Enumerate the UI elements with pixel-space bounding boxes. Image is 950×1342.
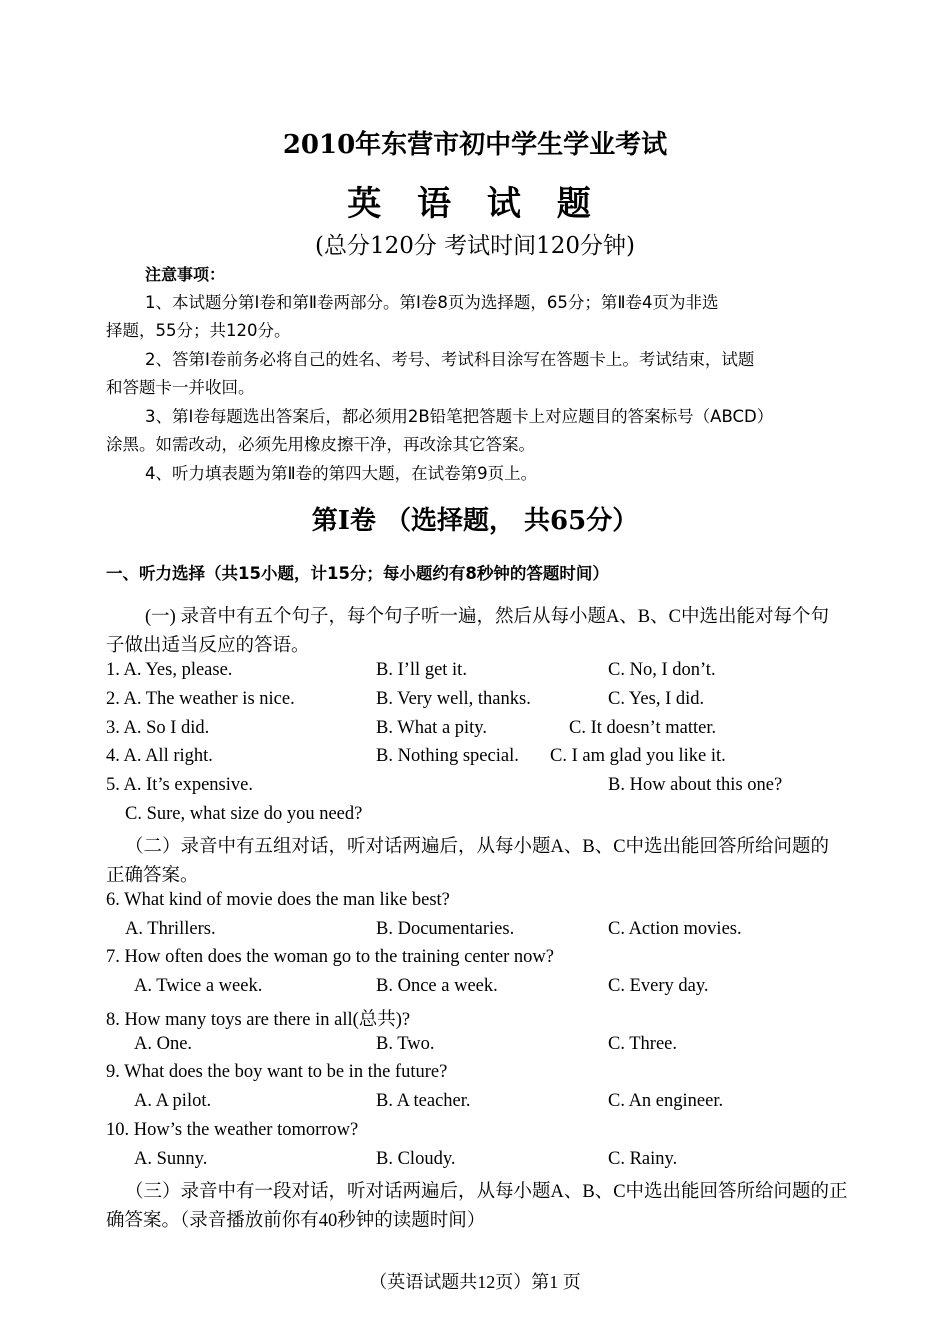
q4-option-b: B. Nothing special. bbox=[376, 746, 519, 766]
q2-option-c: C. Yes, I did. bbox=[608, 689, 705, 709]
note-line: 2、答第Ⅰ卷前务必将自己的姓名、考号、考试科目涂写在答题卡上。考试结束，试题 bbox=[145, 350, 755, 369]
note-line: 3、第Ⅰ卷每题选出答案后，都必须用2B铅笔把答题卡上对应题目的答案标号（ABCD） bbox=[145, 407, 774, 426]
q2-option-a: 2. A. The weather is nice. bbox=[106, 689, 295, 709]
q5-option-c: C. Sure, what size do you need? bbox=[125, 804, 363, 824]
note-line: 择题，55分；共120分。 bbox=[106, 321, 291, 340]
sub3-instruction: 确答案。（录音播放前你有40秒钟的读题时间） bbox=[106, 1211, 486, 1231]
q3-option-b: B. What a pity. bbox=[376, 718, 487, 738]
q1-option-c: C. No, I don’t. bbox=[608, 660, 716, 680]
q6-option-b: B. Documentaries. bbox=[376, 919, 515, 939]
q6-option-a: A. Thrillers. bbox=[125, 919, 216, 939]
q8-question: 8. How many toys are there in all(总共)? bbox=[106, 1010, 411, 1030]
sub2-instruction: 正确答案。 bbox=[106, 866, 199, 886]
note-line: 涂黑。如需改动，必须先用橡皮擦干净，再改涂其它答案。 bbox=[106, 435, 535, 454]
q4-option-a: 4. A. All right. bbox=[106, 746, 213, 766]
sub3-instruction: （三）录音中有一段对话，听对话两遍后，从每小题A、B、C中选出能回答所给问题的正 bbox=[125, 1182, 848, 1202]
q7-question: 7. How often does the woman go to the training center now? bbox=[106, 947, 554, 967]
q9-question: 9. What does the boy want to be in the future? bbox=[106, 1062, 448, 1082]
q5-option-a: 5. A. It’s expensive. bbox=[106, 775, 253, 795]
q2-option-b: B. Very well, thanks. bbox=[376, 689, 531, 709]
q6-question: 6. What kind of movie does the man like best? bbox=[106, 890, 450, 910]
q9-option-c: C. An engineer. bbox=[608, 1091, 724, 1111]
q8-option-b: B. Two. bbox=[376, 1034, 435, 1054]
q1-option-b: B. I’ll get it. bbox=[376, 660, 467, 680]
q9-option-b: B. A teacher. bbox=[376, 1091, 471, 1111]
q7-option-c: C. Every day. bbox=[608, 976, 709, 996]
q4-option-c: C. I am glad you like it. bbox=[550, 746, 726, 766]
q10-option-a: A. Sunny. bbox=[134, 1149, 208, 1169]
note-line: 4、听力填表题为第Ⅱ卷的第四大题，在试卷第9页上。 bbox=[145, 464, 538, 483]
q8-option-c: C. Three. bbox=[608, 1034, 678, 1054]
q3-option-c: C. It doesn’t matter. bbox=[569, 718, 717, 738]
notes-heading: 注意事项： bbox=[145, 265, 226, 284]
subject-title: 英 语 试 题 bbox=[347, 184, 603, 224]
q7-option-a: A. Twice a week. bbox=[134, 976, 263, 996]
q6-option-c: C. Action movies. bbox=[608, 919, 742, 939]
q9-option-a: A. A pilot. bbox=[134, 1091, 212, 1111]
note-line: 1、本试题分第Ⅰ卷和第Ⅱ卷两部分。第Ⅰ卷8页为选择题，65分；第Ⅱ卷4页为非选 bbox=[145, 293, 719, 312]
q7-option-b: B. Once a week. bbox=[376, 976, 498, 996]
q1-option-a: 1. A. Yes, please. bbox=[106, 660, 233, 680]
part1-title: 第Ⅰ卷 （选择题， 共65分） bbox=[311, 506, 639, 536]
q3-option-a: 3. A. So I did. bbox=[106, 718, 210, 738]
sub2-instruction: （二）录音中有五组对话，听对话两遍后，从每小题A、B、C中选出能回答所给问题的 bbox=[125, 837, 830, 857]
note-line: 和答题卡一并收回。 bbox=[106, 378, 255, 397]
sub1-instruction: (一) 录音中有五个句子，每个句子听一遍，然后从每小题A、B、C中选出能对每个句 bbox=[145, 607, 829, 627]
page-footer: （英语试题共12页）第1 页 bbox=[369, 1272, 581, 1292]
sub1-instruction: 子做出适当反应的答语。 bbox=[106, 636, 310, 656]
exam-title: 2010年东营市初中学生学业考试 bbox=[282, 130, 668, 160]
q5-option-b: B. How about this one? bbox=[608, 775, 783, 795]
q10-option-b: B. Cloudy. bbox=[376, 1149, 456, 1169]
q10-option-c: C. Rainy. bbox=[608, 1149, 678, 1169]
q10-question: 10. How’s the weather tomorrow? bbox=[106, 1120, 359, 1140]
exam-meta: (总分120分 考试时间120分钟) bbox=[314, 233, 636, 259]
q8-option-a: A. One. bbox=[134, 1034, 193, 1054]
section1-heading: 一、听力选择（共15小题，计15分；每小题约有8秒钟的答题时间） bbox=[106, 564, 609, 583]
